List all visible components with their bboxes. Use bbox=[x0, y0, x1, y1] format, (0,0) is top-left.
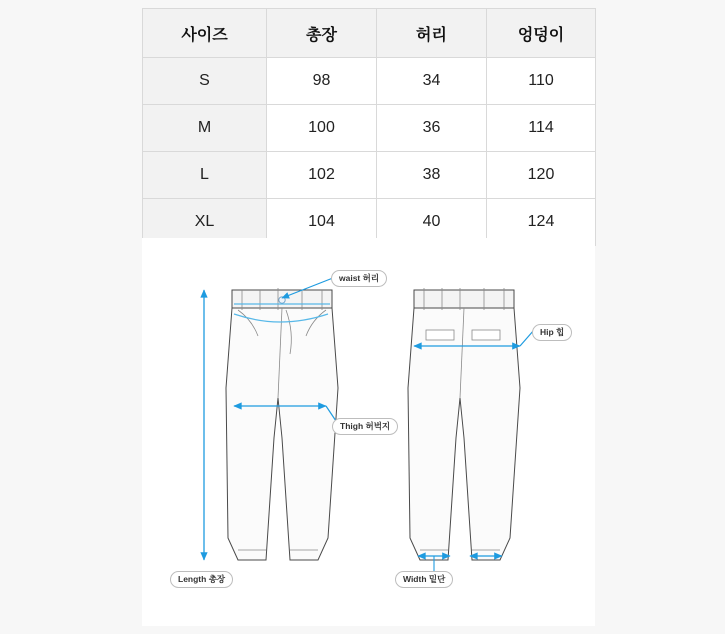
size-table-head bbox=[143, 9, 596, 58]
cell-length: 100 bbox=[267, 105, 377, 152]
cell-hip: 114 bbox=[487, 105, 596, 152]
column-header-waist: 허리 bbox=[377, 9, 487, 58]
measurement-diagram bbox=[142, 238, 595, 626]
cell-hip: 120 bbox=[487, 152, 596, 199]
column-header-length: 총장 bbox=[267, 9, 377, 58]
hip-label-tag: Hip 힙 bbox=[532, 324, 572, 341]
cell-hip: 124 bbox=[487, 199, 596, 246]
cell-waist: 36 bbox=[377, 105, 487, 152]
cell-waist: 40 bbox=[377, 199, 487, 246]
table-row bbox=[143, 105, 596, 152]
length-label-tag: Length 총장 bbox=[170, 571, 233, 588]
cell-size: S bbox=[143, 58, 267, 105]
column-header-hip: 엉덩이 bbox=[487, 9, 596, 58]
size-table-body bbox=[143, 58, 596, 246]
cell-length: 104 bbox=[267, 199, 377, 246]
back-pants-illustration bbox=[408, 288, 520, 560]
size-table bbox=[142, 8, 596, 246]
waist-label-tag: waist 허리 bbox=[331, 270, 387, 287]
cell-length: 98 bbox=[267, 58, 377, 105]
width-label-tag: Width 밑단 bbox=[395, 571, 453, 588]
cell-hip: 110 bbox=[487, 58, 596, 105]
cell-size: L bbox=[143, 152, 267, 199]
size-table-container bbox=[142, 8, 595, 246]
column-header-size: 사이즈 bbox=[143, 9, 267, 58]
front-pants-illustration bbox=[226, 288, 338, 560]
cell-size: M bbox=[143, 105, 267, 152]
cell-length: 102 bbox=[267, 152, 377, 199]
cell-size: XL bbox=[143, 199, 267, 246]
table-header-row bbox=[143, 9, 596, 58]
table-row bbox=[143, 152, 596, 199]
thigh-label-tag: Thigh 허벅지 bbox=[332, 418, 398, 435]
cell-waist: 34 bbox=[377, 58, 487, 105]
table-row bbox=[143, 58, 596, 105]
cell-waist: 38 bbox=[377, 152, 487, 199]
